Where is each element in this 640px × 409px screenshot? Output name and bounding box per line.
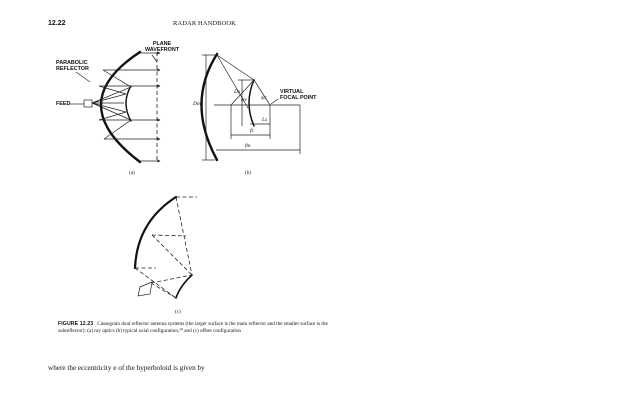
offset-subreflector-curve [176, 275, 192, 298]
main-reflector-curve [202, 54, 218, 160]
ds-symbol: Ds [234, 89, 241, 95]
body-paragraph: where the eccentricity e of the hyperboloid is given by [48, 364, 205, 372]
offset-feed-horn [138, 282, 152, 296]
parabolic-reflector-label: PARABOLIC REFLECTOR [56, 60, 89, 72]
psi-r-symbol: ψr [261, 95, 267, 101]
feed-label: FEED [56, 101, 71, 107]
panel-c-sublabel: (c) [175, 309, 181, 315]
figure-caption-label: FIGURE 12.23 [58, 321, 94, 327]
page-number: 12.22 [48, 20, 66, 27]
panel-c-diagram [135, 197, 197, 298]
hyperboloid-subreflector-curve [249, 80, 254, 126]
plane-wavefront-label: PLANE WAVEFRONT [145, 41, 180, 53]
fs-symbol: fs [250, 128, 254, 134]
ls-symbol: Ls [262, 117, 268, 123]
dm-symbol: Dm [193, 101, 201, 107]
feed-horn [84, 100, 92, 107]
figure-caption [58, 321, 330, 335]
subreflector-curve [126, 86, 131, 121]
panel-b-sublabel: (b) [245, 170, 252, 176]
psi-v-symbol: ψv [241, 97, 247, 103]
offset-main-reflector-curve [135, 197, 176, 268]
fm-symbol: fm [245, 143, 251, 149]
virtual-focal-point-label: VIRTUAL FOCAL POINT [280, 89, 317, 101]
running-head: RADAR HANDBOOK [173, 20, 236, 27]
panel-a-sublabel: (a) [129, 170, 135, 176]
figure-caption-text: Cassegrain dual reflector antenna systems (the larger surface is the main reflector and the smaller surface is the subreflector): (a) ray optics (b) typical axial configuration,²⁰ and (c) offset configuration [58, 321, 328, 335]
